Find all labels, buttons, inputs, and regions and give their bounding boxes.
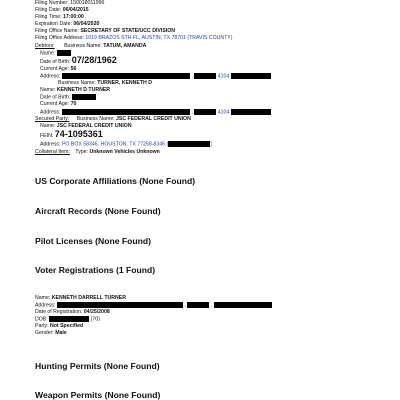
collateral-type: Unknown Vehicles Unknown (89, 149, 160, 155)
debtor-1-business-row: Debtors: Business Name: TATUM, AMANDA (35, 43, 147, 49)
secured-party-name-row: Name: JSC FEDERAL CREDIT UNION (40, 123, 132, 129)
redacted-block (62, 73, 190, 79)
voter-party-row: Party: Not Specified (35, 323, 84, 329)
filing-office-name-row: Filing Office Name: SECRETARY OF STATE/UCC DIVISION (35, 28, 176, 34)
secured-party-address-link[interactable]: PO BOX 58346, HOUSTON, TX 77258-8346 (61, 141, 165, 148)
debtor-2-name-row: Name: KENNETH D TURNER (40, 87, 111, 93)
redacted-block (187, 302, 209, 308)
debtor-2-address-row: Address: , 4104 (40, 109, 271, 115)
filing-office-address-link[interactable]: 1019 BRAZOS STH FL, AUSTIN, TX 78701 (TRAVIS COUNTY) (85, 35, 233, 41)
voter-age: (70) (90, 316, 100, 323)
redacted-block (231, 109, 271, 115)
voter-registration-date: 04/25/2008 (83, 309, 110, 315)
redacted-block (62, 109, 190, 115)
redacted-block (72, 94, 96, 100)
debtor-1-dob-row: Date of Birth: 07/28/1962 (40, 55, 117, 65)
weapon-permits-header: Weapon Permits (None Found) (35, 390, 161, 400)
secured-party-label: Secured Party: (35, 116, 70, 122)
debtor-2-address-link[interactable]: 4104 (217, 109, 230, 116)
secured-party-address-row: Address: PO BOX 58346, HOUSTON, TX 77258-8346 ) (40, 141, 212, 148)
debtor-1-dob: 07/28/1962 (71, 55, 117, 65)
debtor-1-age-row: Current Age: 56 (40, 66, 77, 72)
debtor-1-address-link[interactable]: 4104 (217, 73, 230, 80)
debtor-2-business: TURNER, KENNETH D (97, 80, 152, 86)
filing-date: 06/04/2015 (62, 7, 89, 13)
voter-dob-row: DOB: (70) (35, 316, 100, 323)
voter-party: Not Specified (50, 323, 84, 329)
redacted-block (231, 73, 271, 79)
voter-name-row: Name: KENNETH DARRELL TURNER (35, 295, 126, 301)
redacted-block (194, 109, 216, 115)
redacted-block (49, 316, 89, 322)
debtor-2-age-row: Current Age: 70 (40, 101, 77, 107)
voter-name: KENNETH DARRELL TURNER (51, 295, 126, 301)
pilot-licenses-header: Pilot Licenses (None Found) (35, 236, 152, 246)
secured-party-name: JSC FEDERAL CREDIT UNION (56, 123, 132, 129)
collateral-label: Collateral Item: (35, 149, 70, 155)
collateral-row: Collateral Item: Type: Unknown Vehicles Unknown (35, 149, 160, 155)
secured-party-fein-row: FEIN: 74-1095361 (40, 129, 103, 139)
redacted-block (168, 141, 210, 147)
voter-address-row: Address: , , (35, 302, 272, 308)
debtor-2-name: KENNETH D TURNER (56, 87, 111, 93)
voter-gender-row: Gender: Male (35, 330, 67, 336)
filing-office-address-row: Filing Office Address: 1019 BRAZOS STH FL, AUSTIN, TX 78701 (TRAVIS COUNTY) (35, 35, 233, 41)
debtor-2-age: 70 (70, 101, 77, 107)
aircraft-records-header: Aircraft Records (None Found) (35, 206, 161, 216)
redacted-block (214, 302, 272, 308)
expiration-date-row: Expiration Date: 06/04/2020 (35, 21, 100, 27)
redacted-block (57, 302, 183, 308)
voter-registrations-header: Voter Registrations (1 Found) (35, 265, 156, 275)
redacted-block (194, 73, 216, 79)
debtor-1-address-row: Address: , 4104 (40, 73, 271, 79)
redacted-block (57, 50, 71, 56)
debtor-1-name-row: Name: (40, 50, 71, 56)
corporate-affiliations-header: US Corporate Affiliations (None Found) (35, 176, 196, 186)
hunting-permits-header: Hunting Permits (None Found) (35, 361, 160, 371)
filing-office-name: SECRETARY OF STATE/UCC DIVISION (80, 28, 176, 34)
filing-time-row: Filing Time: 17:00:00 (35, 14, 84, 20)
debtor-2-business-row: Business Name: TURNER, KENNETH D (58, 80, 152, 86)
debtors-label: Debtors: (35, 43, 55, 49)
debtor-2-dob-row: Date of Birth: (40, 94, 96, 100)
filing-date-row: Filing Date: 06/04/2015 (35, 7, 89, 13)
debtor-1-business: TATUM, AMANDA (103, 43, 147, 49)
secured-party-fein: 74-1095361 (54, 129, 103, 139)
voter-gender: Male (55, 330, 67, 336)
debtor-1-age: 56 (70, 66, 77, 72)
secured-party-business: JSC FEDERAL CREDIT UNION (116, 116, 191, 122)
secured-party-business-row: Secured Party: Business Name: JSC FEDERAL CREDIT UNION (35, 116, 191, 122)
expiration-date: 06/04/2020 (73, 21, 100, 27)
filing-number: 150018011996 (70, 0, 105, 6)
filing-time: 17:00:00 (62, 14, 84, 20)
voter-registration-date-row: Date of Registration: 04/25/2008 (35, 309, 110, 315)
filing-number-row: Filing Number: 150018011996 (35, 0, 105, 6)
